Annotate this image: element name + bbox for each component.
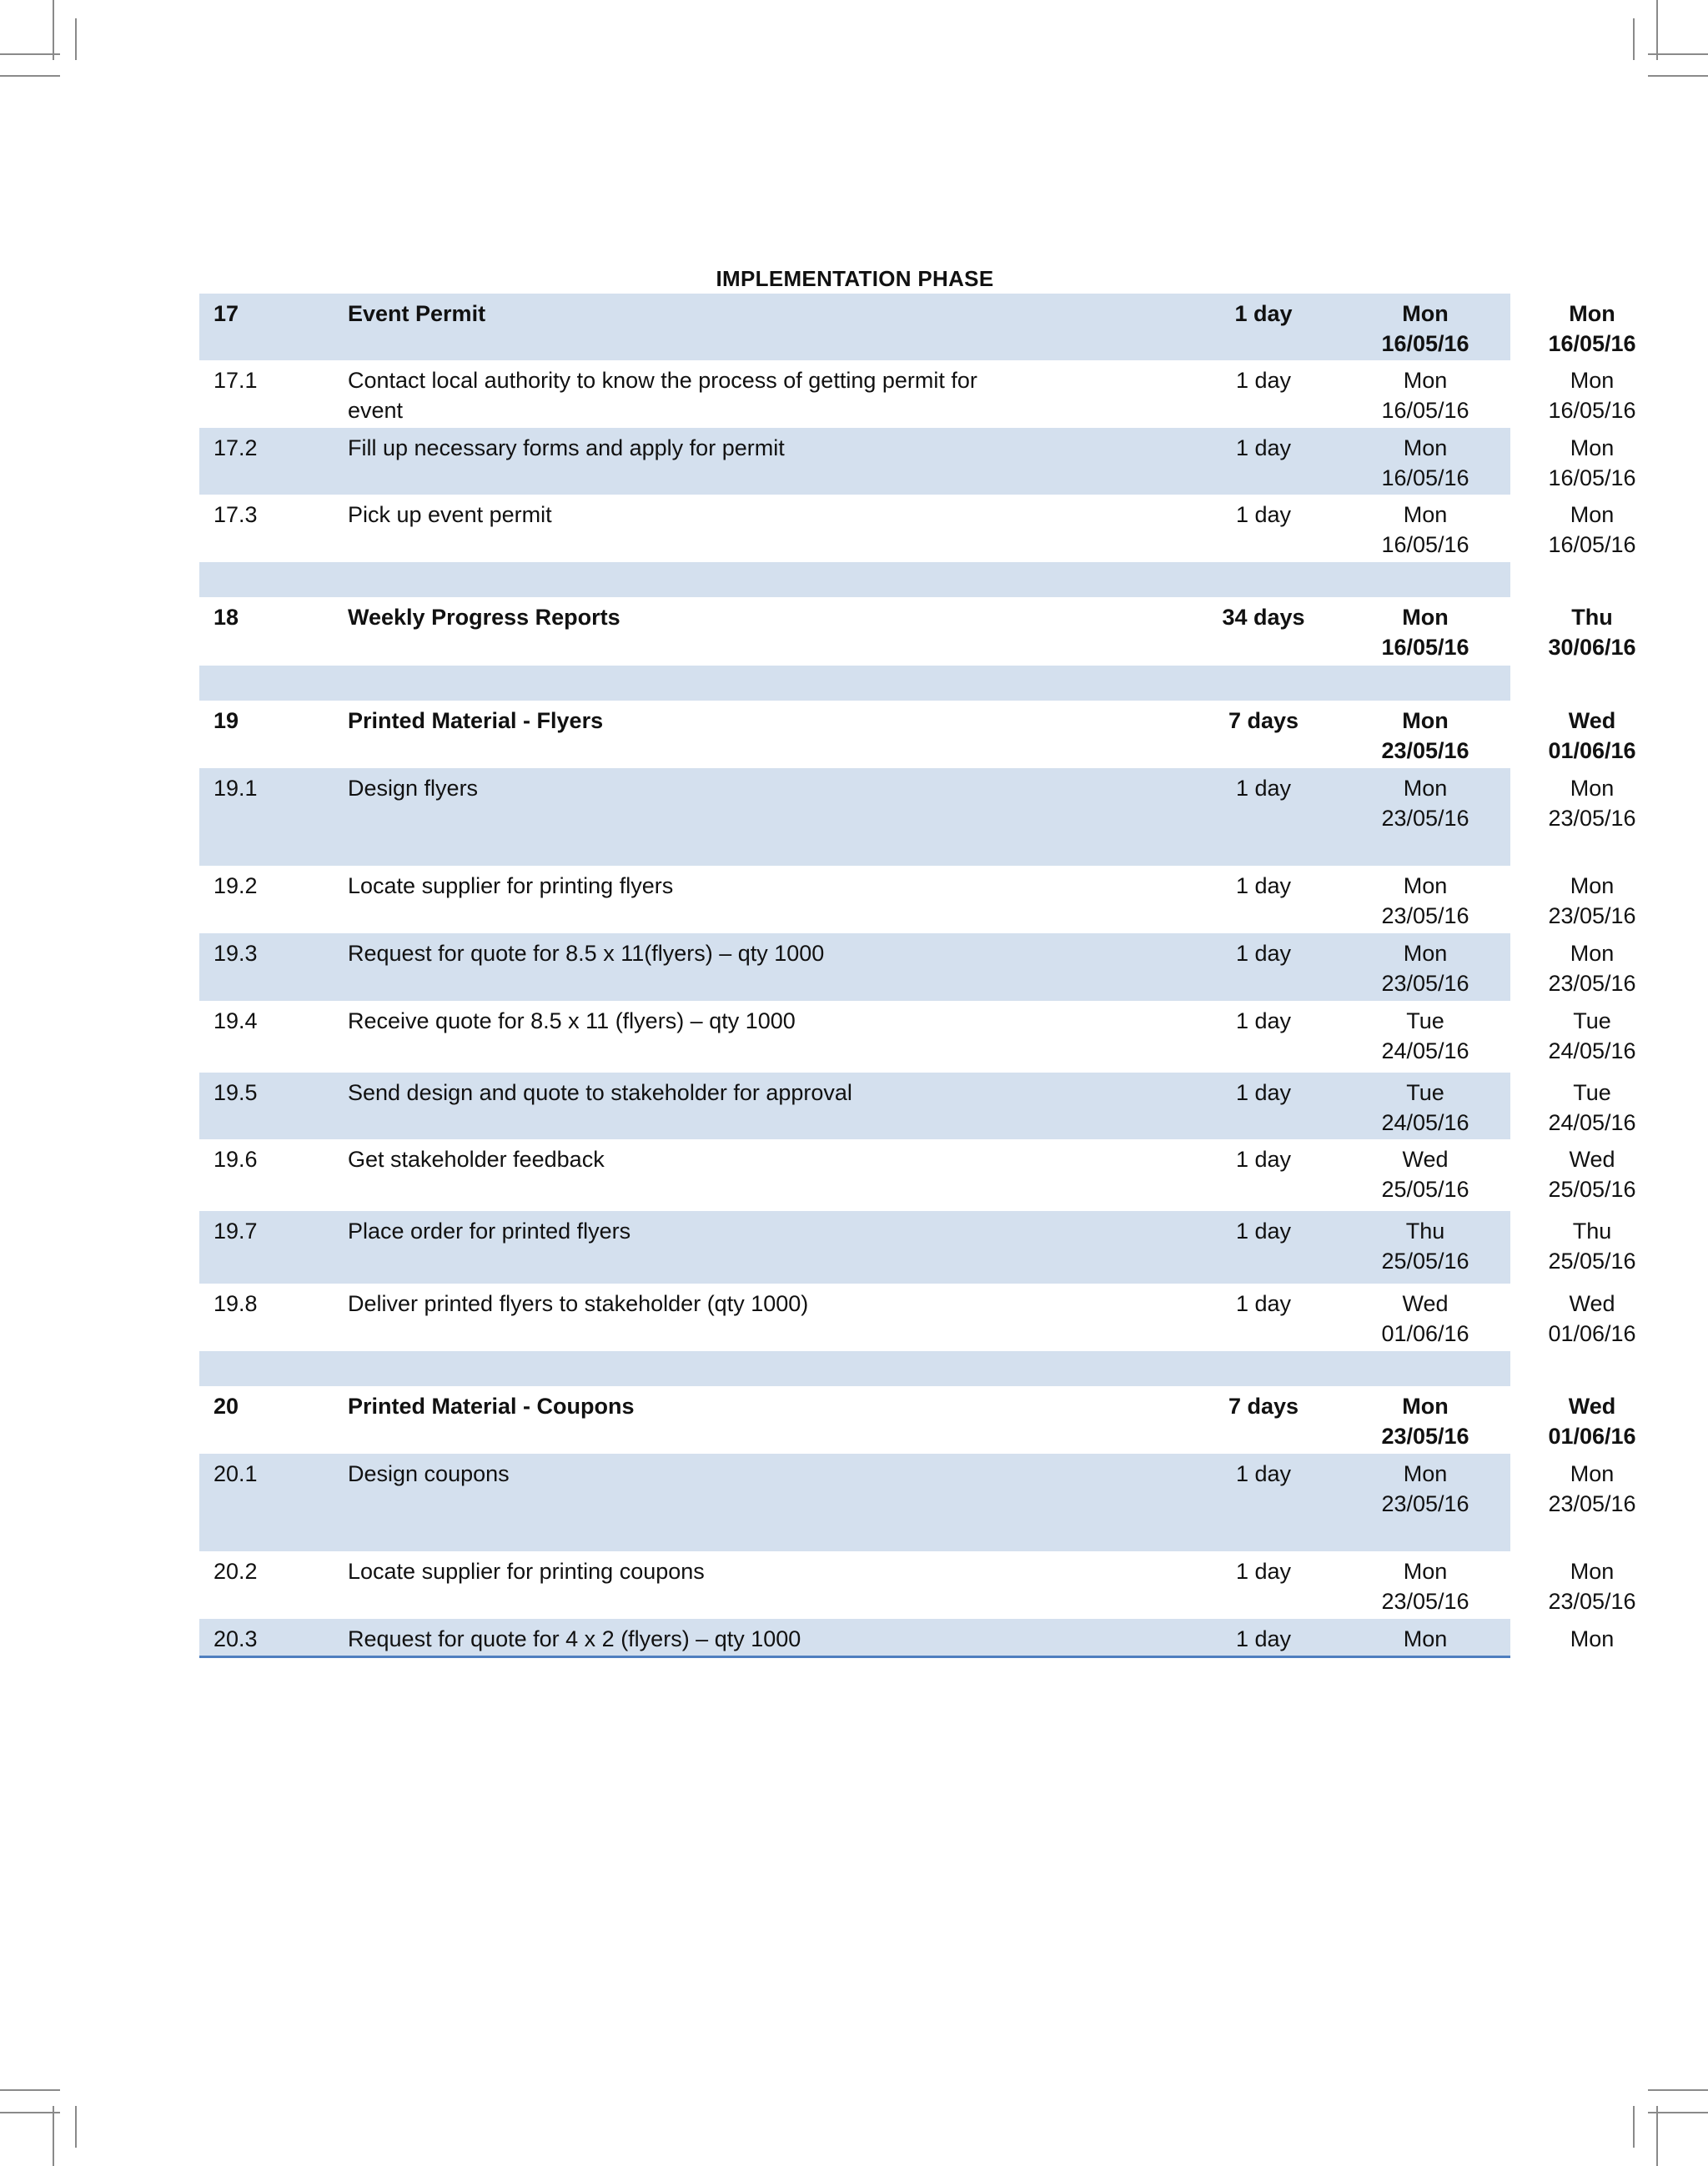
end-day: Wed: [1568, 708, 1616, 733]
task-duration: 1 day: [1235, 873, 1292, 898]
end-date: 16/05/16: [1548, 398, 1636, 423]
task-duration: 7 days: [1228, 708, 1299, 733]
start-date: 24/05/16: [1381, 1110, 1469, 1135]
crop-mark: [0, 2089, 60, 2091]
start-date: 23/05/16: [1381, 806, 1469, 831]
start-day: Mon: [1402, 301, 1449, 326]
task-start: [1334, 1391, 1517, 1451]
start-day: Thu: [1405, 1219, 1445, 1244]
start-day: Mon: [1403, 1626, 1448, 1651]
task-duration: 1 day: [1235, 776, 1292, 801]
crop-mark: [1633, 18, 1635, 60]
start-day: Tue: [1406, 1008, 1444, 1033]
task-id: 19.2: [214, 873, 258, 898]
table-row: [199, 1073, 1636, 1139]
table-row: [199, 1386, 1636, 1454]
end-day: Tue: [1573, 1080, 1611, 1105]
task-duration: 1 day: [1235, 1080, 1292, 1105]
task-id: 19.4: [214, 1008, 258, 1033]
start-date: 23/05/16: [1381, 1589, 1469, 1614]
task-duration: 1 day: [1234, 301, 1293, 326]
start-date: 23/05/16: [1381, 738, 1469, 763]
end-date: 23/05/16: [1548, 903, 1636, 928]
end-day: Wed: [1569, 1291, 1615, 1316]
task-id: 19.3: [214, 941, 258, 966]
task-start: [1334, 1078, 1517, 1138]
end-day: Thu: [1572, 1219, 1612, 1244]
crop-mark: [1656, 0, 1658, 60]
end-date: 24/05/16: [1548, 1110, 1636, 1135]
task-start: [1334, 1459, 1517, 1519]
task-duration: 1 day: [1235, 1291, 1292, 1316]
start-day: Mon: [1402, 605, 1449, 630]
task-id: 17.1: [214, 368, 258, 393]
task-end: [1500, 1624, 1684, 1654]
task-end: [1500, 706, 1684, 766]
task-start: [1334, 500, 1517, 560]
start-date: 01/06/16: [1381, 1321, 1469, 1346]
task-duration: 1 day: [1235, 941, 1292, 966]
task-name: Locate supplier for printing flyers: [348, 873, 674, 898]
task-name: Request for quote for 4 x 2 (flyers) – qty 1000: [348, 1626, 801, 1651]
task-start: [1334, 773, 1517, 833]
task-start: [1334, 1006, 1517, 1066]
task-id: 20.1: [214, 1461, 258, 1486]
task-name: Design coupons: [348, 1461, 510, 1486]
task-name-line: Contact local authority to know the process of getting permit for: [348, 368, 977, 393]
task-start: [1334, 938, 1517, 998]
task-name: [348, 365, 1215, 425]
task-name: Pick up event permit: [348, 502, 552, 527]
crop-mark: [0, 53, 60, 55]
end-date: 01/06/16: [1548, 1321, 1636, 1346]
table-row: [199, 1211, 1636, 1284]
task-duration: 34 days: [1222, 605, 1305, 630]
task-name: Request for quote for 8.5 x 11(flyers) – qty 1000: [348, 941, 825, 966]
start-day: Mon: [1403, 502, 1448, 527]
task-start: [1334, 299, 1517, 359]
start-day: Mon: [1403, 368, 1448, 393]
table-row: [199, 1001, 1636, 1073]
table-row: [199, 294, 1636, 360]
table-row: [199, 597, 1636, 666]
end-date: 01/06/16: [1548, 1424, 1636, 1449]
table-row: [199, 701, 1636, 768]
task-id: 19.6: [214, 1147, 258, 1172]
task-duration: 1 day: [1235, 1626, 1292, 1651]
task-end: [1500, 500, 1684, 560]
task-end: [1500, 1078, 1684, 1138]
task-name: Place order for printed flyers: [348, 1219, 631, 1244]
task-end: [1500, 602, 1684, 662]
end-date: 23/05/16: [1548, 971, 1636, 996]
end-day: Mon: [1570, 435, 1615, 460]
task-id: 17.3: [214, 502, 258, 527]
start-date: 16/05/16: [1381, 398, 1469, 423]
task-duration: 1 day: [1235, 1461, 1292, 1486]
task-end: [1500, 1391, 1684, 1451]
task-start: [1334, 1289, 1517, 1349]
task-start: [1334, 1624, 1517, 1654]
start-day: Mon: [1402, 1394, 1449, 1419]
start-day: Mon: [1402, 708, 1449, 733]
task-name: Printed Material - Flyers: [348, 708, 604, 733]
task-id: 20: [214, 1394, 239, 1419]
task-end: [1500, 1006, 1684, 1066]
start-day: Mon: [1403, 941, 1448, 966]
task-end: [1500, 1289, 1684, 1349]
task-duration: 1 day: [1235, 435, 1292, 460]
task-end: [1500, 1216, 1684, 1276]
task-start: [1334, 433, 1517, 493]
end-day: Mon: [1570, 1626, 1615, 1651]
table-row: [199, 1454, 1636, 1551]
start-day: Mon: [1403, 1461, 1448, 1486]
crop-mark: [0, 2112, 60, 2113]
end-day: Thu: [1571, 605, 1613, 630]
start-date: 16/05/16: [1381, 635, 1469, 660]
task-duration: 1 day: [1235, 1559, 1292, 1584]
table-row: [199, 495, 1636, 562]
task-end: [1500, 1144, 1684, 1204]
start-date: 23/05/16: [1381, 903, 1469, 928]
task-duration: 1 day: [1235, 502, 1292, 527]
start-date: 24/05/16: [1381, 1038, 1469, 1063]
task-end: [1500, 1556, 1684, 1616]
crop-mark: [1648, 53, 1708, 55]
task-name: Printed Material - Coupons: [348, 1394, 635, 1419]
table-row: [199, 360, 1636, 428]
task-name: Design flyers: [348, 776, 479, 801]
start-date: 16/05/16: [1381, 465, 1469, 490]
task-duration: 1 day: [1235, 368, 1292, 393]
task-id: 17.2: [214, 435, 258, 460]
start-date: 25/05/16: [1381, 1177, 1469, 1202]
end-date: 16/05/16: [1548, 532, 1636, 557]
task-name: Receive quote for 8.5 x 11 (flyers) – qty 1000: [348, 1008, 796, 1033]
start-day: Wed: [1402, 1147, 1449, 1172]
phase-title: IMPLEMENTATION PHASE: [716, 266, 994, 291]
end-day: Wed: [1568, 1394, 1616, 1419]
task-id: 19: [214, 708, 239, 733]
task-id: 19.7: [214, 1219, 258, 1244]
start-day: Mon: [1403, 776, 1448, 801]
spacer-row: [199, 562, 1510, 597]
task-name: Event Permit: [348, 301, 486, 326]
task-id: 17: [214, 301, 239, 326]
task-start: [1334, 1556, 1517, 1616]
spacer-row: [199, 666, 1510, 701]
end-day: Wed: [1569, 1147, 1615, 1172]
task-end: [1500, 871, 1684, 931]
task-id: 18: [214, 605, 239, 630]
spacer-row: [199, 1351, 1510, 1386]
task-start: [1334, 1144, 1517, 1204]
task-id: 20.3: [214, 1626, 258, 1651]
task-name: Weekly Progress Reports: [348, 605, 620, 630]
task-start: [1334, 706, 1517, 766]
task-duration: 1 day: [1235, 1219, 1292, 1244]
end-date: 01/06/16: [1548, 738, 1636, 763]
task-id: 19.5: [214, 1080, 258, 1105]
start-day: Mon: [1403, 873, 1448, 898]
task-id: 19.8: [214, 1291, 258, 1316]
task-start: [1334, 1216, 1517, 1276]
start-date: 23/05/16: [1381, 1424, 1469, 1449]
task-end: [1500, 1459, 1684, 1519]
crop-mark: [53, 2106, 54, 2166]
task-start: [1334, 602, 1517, 662]
table-row: [199, 1139, 1636, 1211]
start-date: 23/05/16: [1381, 971, 1469, 996]
table-row: [199, 866, 1636, 933]
schedule-table: [199, 294, 1636, 1658]
task-end: [1500, 299, 1684, 359]
task-name: Get stakeholder feedback: [348, 1147, 605, 1172]
table-row: [199, 428, 1636, 495]
crop-mark: [75, 18, 77, 60]
end-date: 24/05/16: [1548, 1038, 1636, 1063]
task-name-line: event: [348, 398, 404, 423]
end-day: Mon: [1570, 502, 1615, 527]
end-date: 16/05/16: [1548, 331, 1636, 356]
crop-mark: [1648, 2089, 1708, 2091]
start-date: 25/05/16: [1381, 1249, 1469, 1274]
crop-mark: [75, 2106, 77, 2148]
start-day: Tue: [1406, 1080, 1444, 1105]
table-row: [199, 768, 1636, 866]
start-date: 23/05/16: [1381, 1491, 1469, 1516]
crop-mark: [0, 75, 60, 77]
crop-mark: [1656, 2106, 1658, 2166]
end-date: 23/05/16: [1548, 806, 1636, 831]
table-row: [199, 1619, 1615, 1658]
task-end: [1500, 773, 1684, 833]
end-day: Tue: [1573, 1008, 1611, 1033]
end-date: 23/05/16: [1548, 1491, 1636, 1516]
task-start: [1334, 871, 1517, 931]
task-duration: 7 days: [1228, 1394, 1299, 1419]
end-day: Mon: [1570, 941, 1615, 966]
end-date: 23/05/16: [1548, 1589, 1636, 1614]
end-day: Mon: [1570, 368, 1615, 393]
task-start: [1334, 365, 1517, 425]
task-id: 20.2: [214, 1559, 258, 1584]
end-day: Mon: [1570, 873, 1615, 898]
end-day: Mon: [1570, 776, 1615, 801]
table-row: [199, 1551, 1636, 1619]
end-date: 25/05/16: [1548, 1177, 1636, 1202]
end-date: 30/06/16: [1548, 635, 1636, 660]
end-day: Mon: [1570, 1461, 1615, 1486]
end-day: Mon: [1570, 1559, 1615, 1584]
end-date: 16/05/16: [1548, 465, 1636, 490]
task-duration: 1 day: [1235, 1008, 1292, 1033]
table-row: [199, 933, 1636, 1001]
task-name: Fill up necessary forms and apply for permit: [348, 435, 785, 460]
start-day: Mon: [1403, 435, 1448, 460]
task-end: [1500, 433, 1684, 493]
task-end: [1500, 938, 1684, 998]
start-date: 16/05/16: [1381, 331, 1469, 356]
crop-mark: [1648, 75, 1708, 77]
task-duration: 1 day: [1235, 1147, 1292, 1172]
start-day: Wed: [1402, 1291, 1449, 1316]
start-date: 16/05/16: [1381, 532, 1469, 557]
end-date: 25/05/16: [1548, 1249, 1636, 1274]
task-end: [1500, 365, 1684, 425]
end-day: Mon: [1569, 301, 1615, 326]
task-id: 19.1: [214, 776, 258, 801]
crop-mark: [1633, 2106, 1635, 2148]
crop-mark: [53, 0, 54, 60]
task-name: Send design and quote to stakeholder for approval: [348, 1080, 852, 1105]
task-name: Deliver printed flyers to stakeholder (qty 1000): [348, 1291, 809, 1316]
table-row: [199, 1284, 1636, 1351]
task-name: Locate supplier for printing coupons: [348, 1559, 705, 1584]
start-day: Mon: [1403, 1559, 1448, 1584]
